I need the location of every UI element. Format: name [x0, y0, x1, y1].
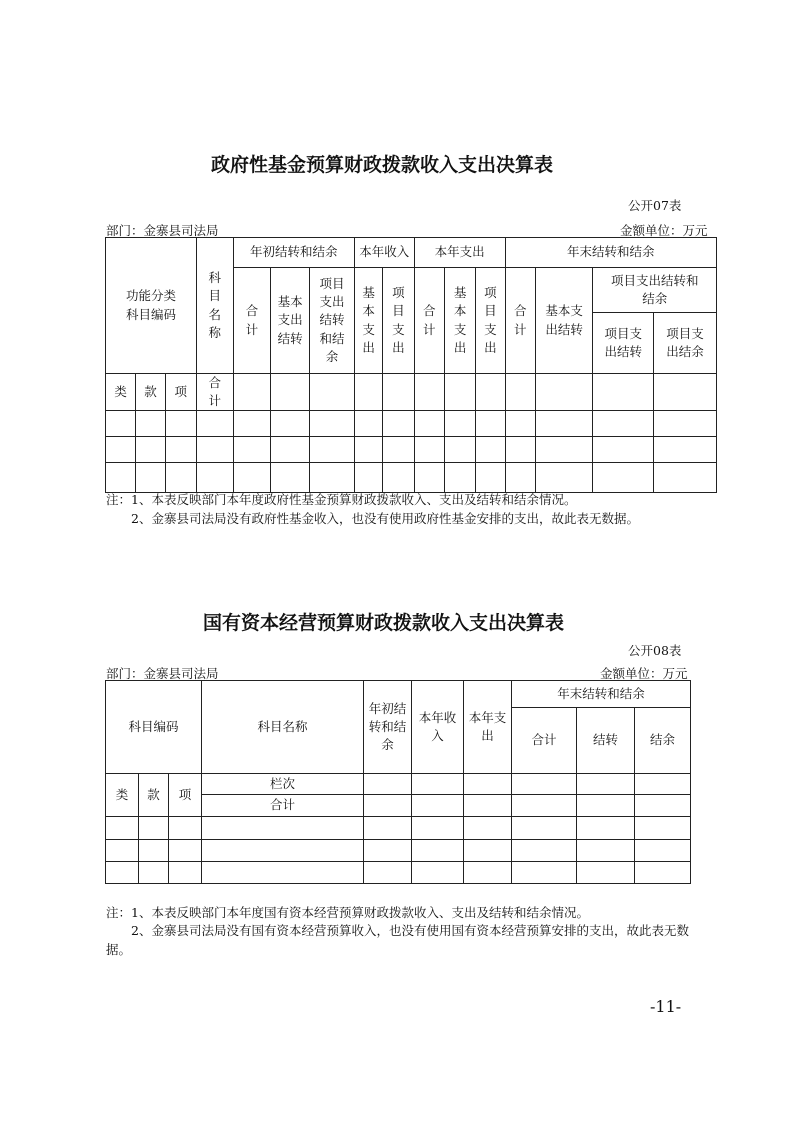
header-end-project: 项目支出结转和 结余 [593, 268, 717, 313]
header-income-basic: 基 本 支 出 [354, 268, 382, 374]
table2-unit: 金额单位：万元 [600, 666, 688, 681]
header-expense-project: 项 目 支 出 [476, 268, 505, 374]
header-xiang: 项 [169, 774, 202, 817]
header-end-total: 合 计 [505, 268, 535, 374]
header-end-total: 合计 [512, 708, 577, 774]
table1-unit: 金额单位：万元 [620, 223, 708, 238]
column-number-label: 栏次 [202, 774, 364, 795]
total-row-label: 合 计 [197, 374, 234, 411]
header-year-income: 本年收入 [354, 238, 414, 268]
header-kuan: 款 [139, 774, 169, 817]
header-lei: 类 [106, 374, 136, 411]
header-subject-name: 科目名称 [202, 681, 364, 774]
table2-note-1: 注：1、本表反映部门本年度国有资本经营预算财政拨款收入、支出及结转和结余情况。 [106, 905, 589, 920]
header-end-basic-carry: 基本支 出结转 [535, 268, 593, 374]
header-income-project: 项 目 支 出 [383, 268, 414, 374]
table1-code: 公开07表 [628, 198, 682, 213]
table1-grid [105, 237, 717, 493]
table1-note-1: 注：1、本表反映部门本年度政府性基金预算财政拨款收入、支出及结转和结余情况。 [106, 492, 577, 507]
table-row [106, 862, 691, 884]
total-row-label: 合计 [202, 795, 364, 817]
header-expense-basic: 基 本 支 出 [444, 268, 475, 374]
header-year-expense: 本年支 出 [464, 681, 512, 774]
table2-title: 国有资本经营预算财政拨款收入支出决算表 [203, 612, 565, 634]
table1-title: 政府性基金预算财政拨款收入支出决算表 [211, 154, 554, 176]
header-end-project-carry: 项目支 出结转 [593, 313, 654, 374]
header-lei: 类 [106, 774, 139, 817]
header-expense-total: 合 计 [414, 268, 444, 374]
header-begin-balance: 年初结转和结余 [233, 238, 354, 268]
header-end-project-surplus: 项目支 出结余 [654, 313, 717, 374]
table-row [106, 463, 717, 493]
header-begin-balance: 年初结 转和结 余 [364, 681, 412, 774]
header-year-expense: 本年支出 [414, 238, 505, 268]
table1-department: 部门：金寨县司法局 [106, 223, 219, 238]
table2-note-2: 2、金寨县司法局没有国有资本经营预算收入，也没有使用国有资本经营预算安排的支出，故此表无数据。 [106, 923, 689, 958]
table-row [106, 437, 717, 463]
header-function-code: 功能分类 科目编码 [106, 238, 197, 374]
page-number: -11- [650, 997, 682, 1016]
table2-code: 公开08表 [628, 643, 682, 658]
header-begin-project-carry: 项目 支出 结转 和结 余 [309, 268, 354, 374]
table2-grid [105, 680, 691, 884]
header-end-surplus: 结余 [635, 708, 691, 774]
header-kuan: 款 [136, 374, 165, 411]
header-subject-name: 科 目 名 称 [197, 238, 234, 374]
header-begin-basic-carry: 基本 支出 结转 [271, 268, 310, 374]
table1-note-2: 2、金寨县司法局没有政府性基金收入，也没有使用政府性基金安排的支出，故此表无数据。 [131, 511, 639, 526]
table2-department: 部门：金寨县司法局 [106, 666, 219, 681]
header-subject-code: 科目编码 [106, 681, 202, 774]
header-begin-total: 合 计 [233, 268, 271, 374]
header-end-balance: 年末结转和结余 [512, 681, 691, 708]
table-row [106, 840, 691, 862]
header-year-income: 本年收 入 [412, 681, 464, 774]
header-end-balance: 年末结转和结余 [505, 238, 716, 268]
table-row [106, 817, 691, 840]
header-end-carry: 结转 [577, 708, 635, 774]
header-xiang: 项 [165, 374, 196, 411]
table-row [106, 411, 717, 437]
